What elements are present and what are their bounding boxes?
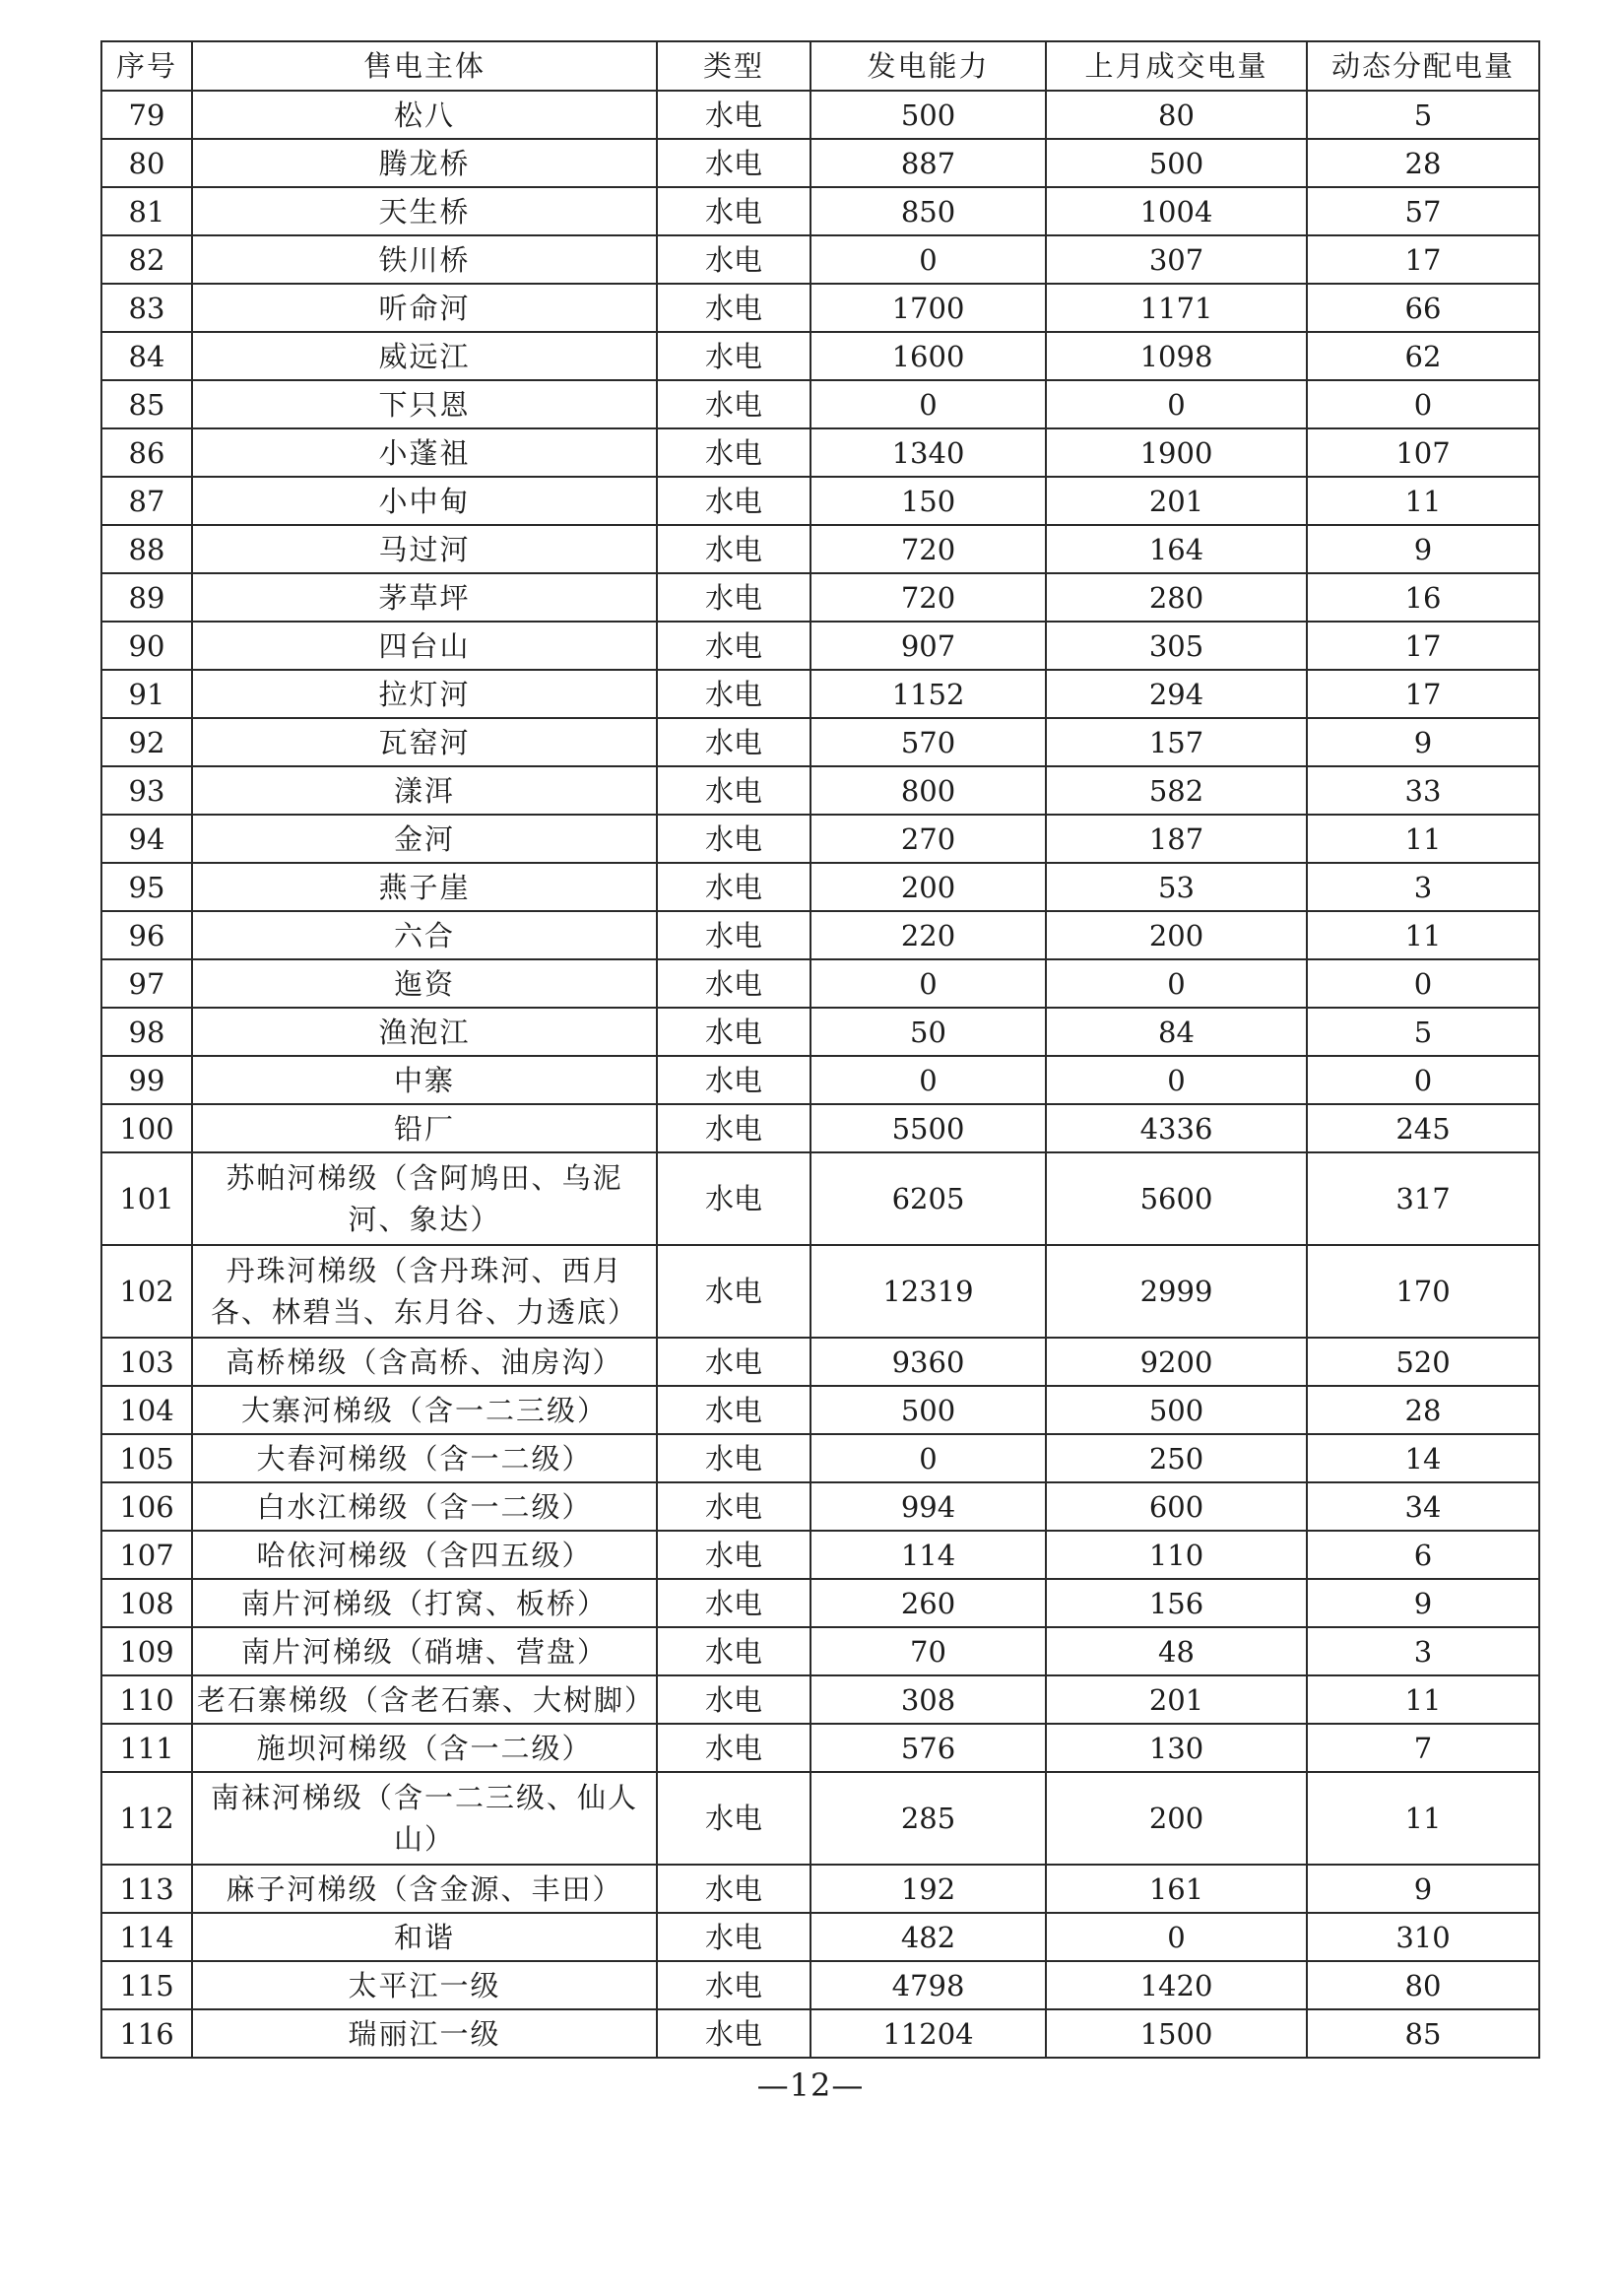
cell-seller-entity: 瑞丽江一级 <box>192 2009 657 2058</box>
cell-type: 水电 <box>657 670 810 718</box>
cell-type: 水电 <box>657 1579 810 1627</box>
cell-last-month-volume: 1500 <box>1046 2009 1307 2058</box>
cell-generation-capacity: 12319 <box>810 1245 1046 1338</box>
cell-seller-entity: 和谐 <box>192 1913 657 1961</box>
cell-seller-entity: 小中甸 <box>192 477 657 525</box>
cell-type: 水电 <box>657 1152 810 1245</box>
cell-last-month-volume: 4336 <box>1046 1104 1307 1152</box>
cell-dynamic-allocation: 66 <box>1307 284 1539 332</box>
cell-last-month-volume: 164 <box>1046 525 1307 573</box>
cell-dynamic-allocation: 317 <box>1307 1152 1539 1245</box>
cell-type: 水电 <box>657 1772 810 1865</box>
table-row <box>101 477 1539 525</box>
cell-type: 水电 <box>657 1104 810 1152</box>
cell-seller-entity: 南片河梯级（打窝、板桥） <box>192 1579 657 1627</box>
cell-dynamic-allocation: 310 <box>1307 1913 1539 1961</box>
cell-dynamic-allocation: 80 <box>1307 1961 1539 2009</box>
cell-type: 水电 <box>657 863 810 911</box>
cell-last-month-volume: 200 <box>1046 1772 1307 1865</box>
table-row <box>101 91 1539 139</box>
table-row <box>101 1724 1539 1772</box>
cell-dynamic-allocation: 520 <box>1307 1338 1539 1386</box>
cell-serial-number: 86 <box>101 428 192 477</box>
cell-dynamic-allocation: 33 <box>1307 766 1539 815</box>
cell-generation-capacity: 150 <box>810 477 1046 525</box>
table-row <box>101 2009 1539 2058</box>
table-row <box>101 139 1539 187</box>
cell-type: 水电 <box>657 815 810 863</box>
cell-generation-capacity: 570 <box>810 718 1046 766</box>
cell-generation-capacity: 4798 <box>810 1961 1046 2009</box>
cell-seller-entity: 小蓬祖 <box>192 428 657 477</box>
cell-last-month-volume: 0 <box>1046 380 1307 428</box>
cell-last-month-volume: 0 <box>1046 1913 1307 1961</box>
cell-serial-number: 112 <box>101 1772 192 1865</box>
cell-type: 水电 <box>657 718 810 766</box>
cell-type: 水电 <box>657 1056 810 1104</box>
cell-generation-capacity: 114 <box>810 1531 1046 1579</box>
cell-last-month-volume: 130 <box>1046 1724 1307 1772</box>
cell-dynamic-allocation: 17 <box>1307 622 1539 670</box>
cell-type: 水电 <box>657 428 810 477</box>
table-row <box>101 815 1539 863</box>
table-row <box>101 1245 1539 1338</box>
cell-last-month-volume: 161 <box>1046 1865 1307 1913</box>
cell-serial-number: 79 <box>101 91 192 139</box>
cell-type: 水电 <box>657 2009 810 2058</box>
cell-generation-capacity: 220 <box>810 911 1046 959</box>
cell-seller-entity: 迤资 <box>192 959 657 1008</box>
table-row <box>101 1434 1539 1482</box>
cell-last-month-volume: 53 <box>1046 863 1307 911</box>
table-row <box>101 1152 1539 1245</box>
cell-generation-capacity: 1600 <box>810 332 1046 380</box>
cell-last-month-volume: 500 <box>1046 1386 1307 1434</box>
cell-last-month-volume: 201 <box>1046 1675 1307 1724</box>
table-row <box>101 1772 1539 1865</box>
cell-serial-number: 94 <box>101 815 192 863</box>
cell-serial-number: 110 <box>101 1675 192 1724</box>
cell-serial-number: 89 <box>101 573 192 622</box>
table-row <box>101 284 1539 332</box>
table-body <box>101 91 1539 2058</box>
table-row <box>101 1008 1539 1056</box>
cell-last-month-volume: 1420 <box>1046 1961 1307 2009</box>
cell-seller-entity: 大春河梯级（含一二级） <box>192 1434 657 1482</box>
cell-type: 水电 <box>657 1961 810 2009</box>
cell-generation-capacity: 482 <box>810 1913 1046 1961</box>
cell-dynamic-allocation: 170 <box>1307 1245 1539 1338</box>
header-seller-entity: 售电主体 <box>192 41 657 91</box>
cell-generation-capacity: 850 <box>810 187 1046 235</box>
cell-dynamic-allocation: 11 <box>1307 815 1539 863</box>
table-row <box>101 1627 1539 1675</box>
table-row <box>101 573 1539 622</box>
cell-last-month-volume: 48 <box>1046 1627 1307 1675</box>
cell-seller-entity: 南片河梯级（硝塘、营盘） <box>192 1627 657 1675</box>
table-row <box>101 1482 1539 1531</box>
cell-dynamic-allocation: 28 <box>1307 1386 1539 1434</box>
cell-seller-entity: 大寨河梯级（含一二三级） <box>192 1386 657 1434</box>
cell-serial-number: 113 <box>101 1865 192 1913</box>
cell-dynamic-allocation: 11 <box>1307 1675 1539 1724</box>
cell-seller-entity: 丹珠河梯级（含丹珠河、西月各、林碧当、东月谷、力透底） <box>192 1245 657 1338</box>
cell-seller-entity: 金河 <box>192 815 657 863</box>
cell-type: 水电 <box>657 139 810 187</box>
cell-serial-number: 107 <box>101 1531 192 1579</box>
cell-serial-number: 84 <box>101 332 192 380</box>
table-row <box>101 1961 1539 2009</box>
cell-serial-number: 109 <box>101 1627 192 1675</box>
table-row <box>101 1579 1539 1627</box>
cell-dynamic-allocation: 17 <box>1307 670 1539 718</box>
cell-dynamic-allocation: 14 <box>1307 1434 1539 1482</box>
cell-type: 水电 <box>657 1627 810 1675</box>
cell-last-month-volume: 307 <box>1046 235 1307 284</box>
power-allocation-table <box>100 40 1540 2059</box>
cell-last-month-volume: 500 <box>1046 139 1307 187</box>
cell-type: 水电 <box>657 1245 810 1338</box>
header-last-month-volume: 上月成交电量 <box>1046 41 1307 91</box>
cell-serial-number: 106 <box>101 1482 192 1531</box>
cell-generation-capacity: 500 <box>810 1386 1046 1434</box>
cell-seller-entity: 太平江一级 <box>192 1961 657 2009</box>
cell-generation-capacity: 887 <box>810 139 1046 187</box>
cell-seller-entity: 渔泡江 <box>192 1008 657 1056</box>
cell-last-month-volume: 2999 <box>1046 1245 1307 1338</box>
cell-last-month-volume: 305 <box>1046 622 1307 670</box>
cell-last-month-volume: 582 <box>1046 766 1307 815</box>
cell-serial-number: 98 <box>101 1008 192 1056</box>
cell-serial-number: 82 <box>101 235 192 284</box>
cell-serial-number: 99 <box>101 1056 192 1104</box>
cell-generation-capacity: 260 <box>810 1579 1046 1627</box>
header-serial-number: 序号 <box>101 41 192 91</box>
cell-dynamic-allocation: 5 <box>1307 91 1539 139</box>
power-allocation-table-container <box>100 40 1538 2059</box>
header-dynamic-allocation: 动态分配电量 <box>1307 41 1539 91</box>
cell-dynamic-allocation: 6 <box>1307 1531 1539 1579</box>
cell-type: 水电 <box>657 573 810 622</box>
cell-seller-entity: 施坝河梯级（含一二级） <box>192 1724 657 1772</box>
cell-generation-capacity: 0 <box>810 1434 1046 1482</box>
table-header-row <box>101 41 1539 91</box>
cell-serial-number: 105 <box>101 1434 192 1482</box>
cell-serial-number: 116 <box>101 2009 192 2058</box>
cell-seller-entity: 漾洱 <box>192 766 657 815</box>
cell-seller-entity: 威远江 <box>192 332 657 380</box>
cell-serial-number: 115 <box>101 1961 192 2009</box>
cell-type: 水电 <box>657 477 810 525</box>
table-row <box>101 1675 1539 1724</box>
cell-last-month-volume: 84 <box>1046 1008 1307 1056</box>
cell-serial-number: 87 <box>101 477 192 525</box>
cell-last-month-volume: 157 <box>1046 718 1307 766</box>
cell-dynamic-allocation: 0 <box>1307 1056 1539 1104</box>
cell-seller-entity: 白水江梯级（含一二级） <box>192 1482 657 1531</box>
cell-type: 水电 <box>657 332 810 380</box>
cell-seller-entity: 腾龙桥 <box>192 139 657 187</box>
cell-last-month-volume: 9200 <box>1046 1338 1307 1386</box>
cell-serial-number: 80 <box>101 139 192 187</box>
cell-generation-capacity: 500 <box>810 91 1046 139</box>
table-row <box>101 718 1539 766</box>
cell-generation-capacity: 907 <box>810 622 1046 670</box>
cell-seller-entity: 天生桥 <box>192 187 657 235</box>
cell-dynamic-allocation: 17 <box>1307 235 1539 284</box>
cell-generation-capacity: 1700 <box>810 284 1046 332</box>
table-row <box>101 187 1539 235</box>
cell-dynamic-allocation: 62 <box>1307 332 1539 380</box>
cell-serial-number: 104 <box>101 1386 192 1434</box>
cell-last-month-volume: 80 <box>1046 91 1307 139</box>
cell-seller-entity: 南袜河梯级（含一二三级、仙人山） <box>192 1772 657 1865</box>
cell-last-month-volume: 1004 <box>1046 187 1307 235</box>
cell-dynamic-allocation: 9 <box>1307 525 1539 573</box>
cell-serial-number: 93 <box>101 766 192 815</box>
cell-seller-entity: 马过河 <box>192 525 657 573</box>
cell-serial-number: 108 <box>101 1579 192 1627</box>
cell-serial-number: 91 <box>101 670 192 718</box>
cell-serial-number: 114 <box>101 1913 192 1961</box>
table-row <box>101 1531 1539 1579</box>
cell-type: 水电 <box>657 1008 810 1056</box>
cell-seller-entity: 老石寨梯级（含老石寨、大树脚） <box>192 1675 657 1724</box>
cell-last-month-volume: 187 <box>1046 815 1307 863</box>
cell-type: 水电 <box>657 1913 810 1961</box>
cell-serial-number: 103 <box>101 1338 192 1386</box>
cell-seller-entity: 铅厂 <box>192 1104 657 1152</box>
cell-dynamic-allocation: 28 <box>1307 139 1539 187</box>
cell-dynamic-allocation: 16 <box>1307 573 1539 622</box>
cell-serial-number: 97 <box>101 959 192 1008</box>
table-row <box>101 1104 1539 1152</box>
cell-serial-number: 95 <box>101 863 192 911</box>
cell-last-month-volume: 200 <box>1046 911 1307 959</box>
cell-seller-entity: 铁川桥 <box>192 235 657 284</box>
table-row <box>101 670 1539 718</box>
table-row <box>101 766 1539 815</box>
cell-seller-entity: 麻子河梯级（含金源、丰田） <box>192 1865 657 1913</box>
cell-dynamic-allocation: 0 <box>1307 959 1539 1008</box>
table-row <box>101 911 1539 959</box>
cell-generation-capacity: 1340 <box>810 428 1046 477</box>
cell-generation-capacity: 270 <box>810 815 1046 863</box>
cell-last-month-volume: 280 <box>1046 573 1307 622</box>
cell-serial-number: 96 <box>101 911 192 959</box>
cell-type: 水电 <box>657 1434 810 1482</box>
cell-dynamic-allocation: 5 <box>1307 1008 1539 1056</box>
cell-seller-entity: 茅草坪 <box>192 573 657 622</box>
cell-dynamic-allocation: 3 <box>1307 863 1539 911</box>
cell-type: 水电 <box>657 959 810 1008</box>
cell-generation-capacity: 576 <box>810 1724 1046 1772</box>
cell-seller-entity: 听命河 <box>192 284 657 332</box>
cell-generation-capacity: 800 <box>810 766 1046 815</box>
cell-seller-entity: 松八 <box>192 91 657 139</box>
cell-last-month-volume: 5600 <box>1046 1152 1307 1245</box>
header-type: 类型 <box>657 41 810 91</box>
cell-serial-number: 81 <box>101 187 192 235</box>
cell-serial-number: 102 <box>101 1245 192 1338</box>
cell-type: 水电 <box>657 380 810 428</box>
page-number: —12— <box>756 2066 865 2104</box>
table-row <box>101 1913 1539 1961</box>
cell-type: 水电 <box>657 766 810 815</box>
cell-dynamic-allocation: 11 <box>1307 911 1539 959</box>
cell-last-month-volume: 294 <box>1046 670 1307 718</box>
table-row <box>101 863 1539 911</box>
cell-seller-entity: 瓦窑河 <box>192 718 657 766</box>
table-row <box>101 1338 1539 1386</box>
cell-dynamic-allocation: 85 <box>1307 2009 1539 2058</box>
cell-dynamic-allocation: 9 <box>1307 718 1539 766</box>
cell-serial-number: 101 <box>101 1152 192 1245</box>
cell-last-month-volume: 110 <box>1046 1531 1307 1579</box>
cell-last-month-volume: 156 <box>1046 1579 1307 1627</box>
cell-generation-capacity: 720 <box>810 525 1046 573</box>
cell-serial-number: 111 <box>101 1724 192 1772</box>
cell-type: 水电 <box>657 1531 810 1579</box>
cell-seller-entity: 拉灯河 <box>192 670 657 718</box>
cell-dynamic-allocation: 3 <box>1307 1627 1539 1675</box>
cell-type: 水电 <box>657 284 810 332</box>
cell-serial-number: 88 <box>101 525 192 573</box>
cell-generation-capacity: 5500 <box>810 1104 1046 1152</box>
cell-serial-number: 100 <box>101 1104 192 1152</box>
cell-serial-number: 92 <box>101 718 192 766</box>
cell-seller-entity: 下只恩 <box>192 380 657 428</box>
cell-type: 水电 <box>657 1338 810 1386</box>
cell-generation-capacity: 70 <box>810 1627 1046 1675</box>
cell-generation-capacity: 0 <box>810 959 1046 1008</box>
table-row <box>101 622 1539 670</box>
cell-generation-capacity: 192 <box>810 1865 1046 1913</box>
cell-type: 水电 <box>657 91 810 139</box>
cell-type: 水电 <box>657 1675 810 1724</box>
cell-last-month-volume: 1098 <box>1046 332 1307 380</box>
cell-serial-number: 90 <box>101 622 192 670</box>
cell-seller-entity: 中寨 <box>192 1056 657 1104</box>
cell-type: 水电 <box>657 187 810 235</box>
cell-last-month-volume: 1171 <box>1046 284 1307 332</box>
cell-generation-capacity: 9360 <box>810 1338 1046 1386</box>
cell-generation-capacity: 285 <box>810 1772 1046 1865</box>
header-generation-capacity: 发电能力 <box>810 41 1046 91</box>
cell-dynamic-allocation: 11 <box>1307 477 1539 525</box>
cell-type: 水电 <box>657 235 810 284</box>
table-row <box>101 235 1539 284</box>
table-row <box>101 428 1539 477</box>
table-row <box>101 1386 1539 1434</box>
cell-type: 水电 <box>657 1724 810 1772</box>
table-row <box>101 332 1539 380</box>
cell-generation-capacity: 6205 <box>810 1152 1046 1245</box>
cell-dynamic-allocation: 9 <box>1307 1579 1539 1627</box>
cell-last-month-volume: 0 <box>1046 959 1307 1008</box>
cell-serial-number: 83 <box>101 284 192 332</box>
cell-type: 水电 <box>657 911 810 959</box>
cell-seller-entity: 高桥梯级（含高桥、油房沟） <box>192 1338 657 1386</box>
cell-last-month-volume: 250 <box>1046 1434 1307 1482</box>
cell-type: 水电 <box>657 1482 810 1531</box>
cell-type: 水电 <box>657 525 810 573</box>
table-row <box>101 525 1539 573</box>
cell-dynamic-allocation: 9 <box>1307 1865 1539 1913</box>
cell-type: 水电 <box>657 1865 810 1913</box>
table-row <box>101 380 1539 428</box>
cell-seller-entity: 燕子崖 <box>192 863 657 911</box>
cell-last-month-volume: 600 <box>1046 1482 1307 1531</box>
table-row <box>101 959 1539 1008</box>
cell-dynamic-allocation: 57 <box>1307 187 1539 235</box>
table-row <box>101 1056 1539 1104</box>
cell-seller-entity: 四台山 <box>192 622 657 670</box>
cell-generation-capacity: 1152 <box>810 670 1046 718</box>
cell-generation-capacity: 0 <box>810 1056 1046 1104</box>
cell-seller-entity: 六合 <box>192 911 657 959</box>
cell-dynamic-allocation: 7 <box>1307 1724 1539 1772</box>
cell-dynamic-allocation: 0 <box>1307 380 1539 428</box>
cell-generation-capacity: 994 <box>810 1482 1046 1531</box>
cell-generation-capacity: 0 <box>810 235 1046 284</box>
cell-generation-capacity: 11204 <box>810 2009 1046 2058</box>
cell-dynamic-allocation: 11 <box>1307 1772 1539 1865</box>
cell-serial-number: 85 <box>101 380 192 428</box>
cell-dynamic-allocation: 34 <box>1307 1482 1539 1531</box>
cell-type: 水电 <box>657 622 810 670</box>
cell-last-month-volume: 201 <box>1046 477 1307 525</box>
cell-seller-entity: 苏帕河梯级（含阿鸠田、乌泥河、象达） <box>192 1152 657 1245</box>
cell-dynamic-allocation: 107 <box>1307 428 1539 477</box>
cell-generation-capacity: 0 <box>810 380 1046 428</box>
cell-generation-capacity: 50 <box>810 1008 1046 1056</box>
table-row <box>101 1865 1539 1913</box>
cell-generation-capacity: 200 <box>810 863 1046 911</box>
cell-type: 水电 <box>657 1386 810 1434</box>
cell-last-month-volume: 0 <box>1046 1056 1307 1104</box>
cell-dynamic-allocation: 245 <box>1307 1104 1539 1152</box>
cell-generation-capacity: 308 <box>810 1675 1046 1724</box>
cell-seller-entity: 哈依河梯级（含四五级） <box>192 1531 657 1579</box>
cell-generation-capacity: 720 <box>810 573 1046 622</box>
cell-last-month-volume: 1900 <box>1046 428 1307 477</box>
